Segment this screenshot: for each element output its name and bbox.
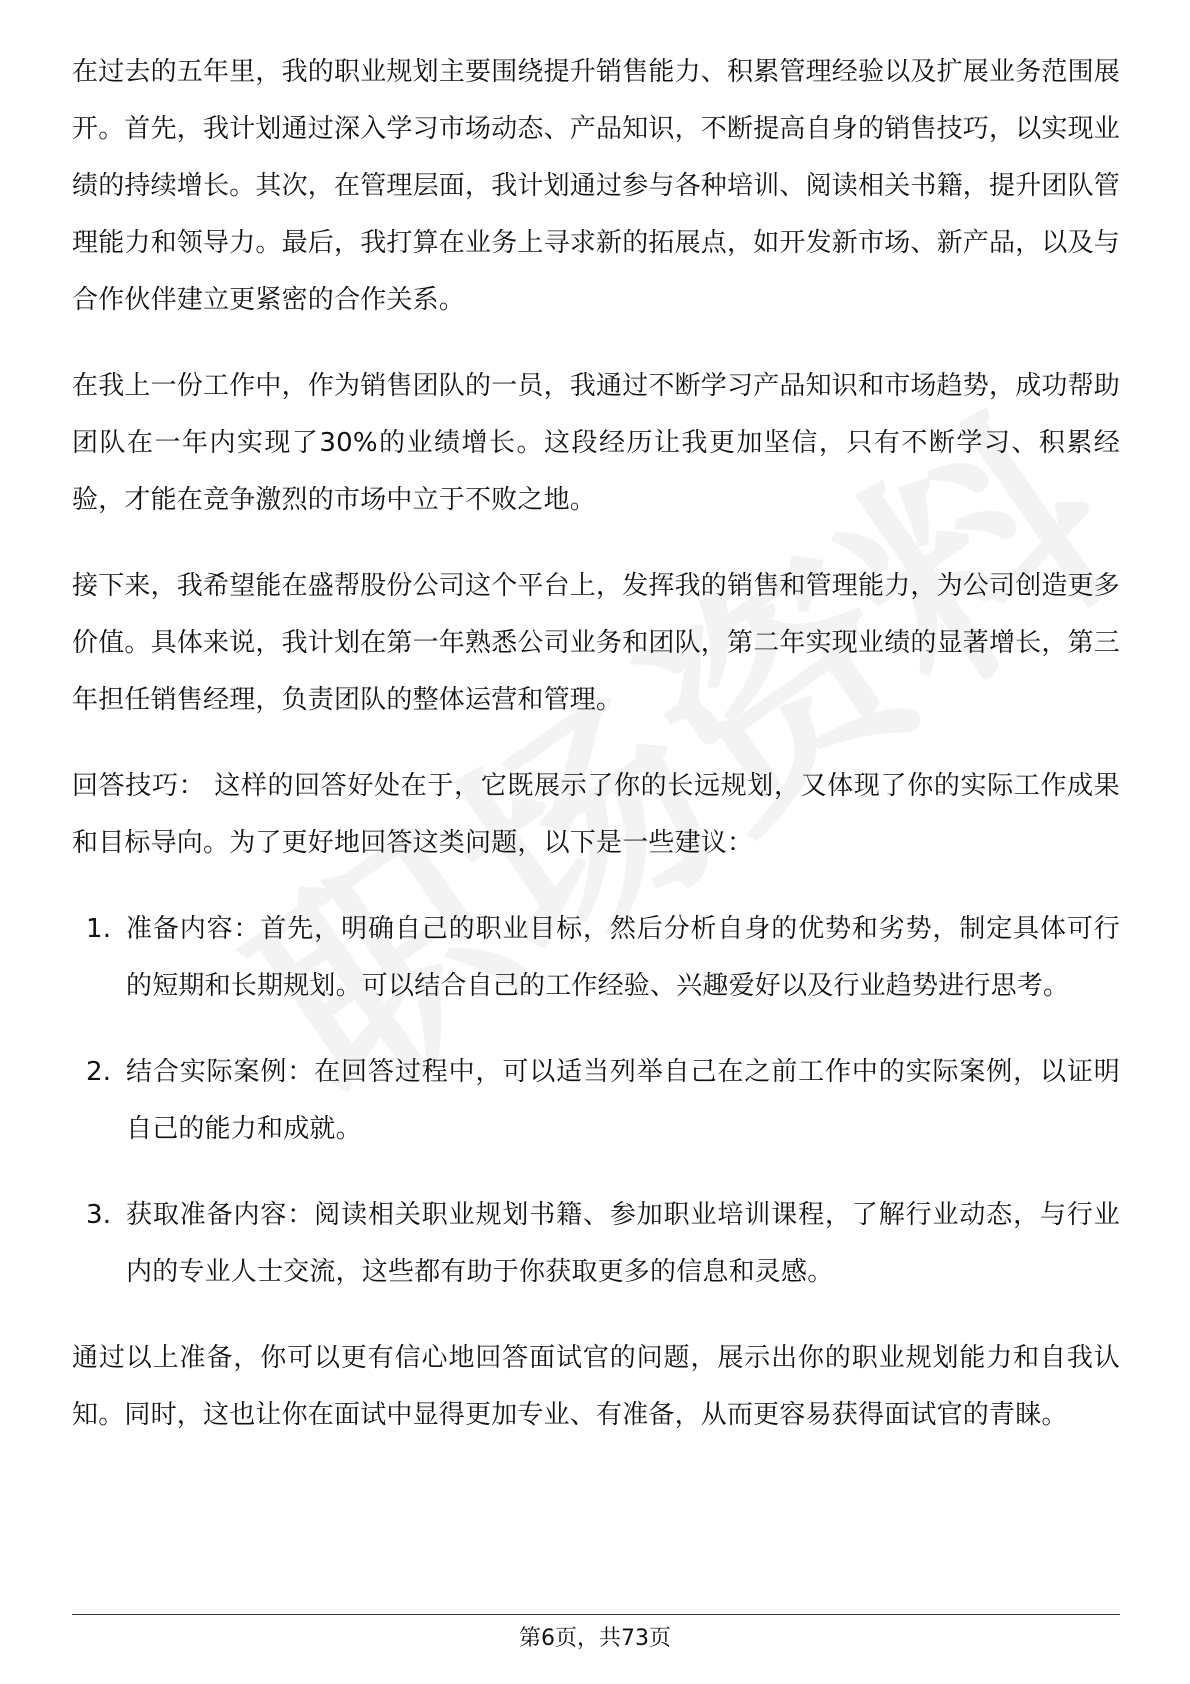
list-item <box>72 1044 1120 1158</box>
list-number: 2. <box>86 1057 112 1087</box>
list-number: 1. <box>86 914 112 944</box>
suggestion-list <box>72 901 1120 1301</box>
paragraph-future-plan: 接下来，我希望能在盛帮股份公司这个平台上，发挥我的销售和管理能力，为公司创造更多价值。具体来说，我计划在第一年熟悉公司业务和团队，第二年实现业绩的显著增长，第三年担任销售经理，负责团队的整体运营和管理。 <box>72 571 1121 715</box>
page-number: 第6页，共73页 <box>519 1626 671 1651</box>
list-item-text: 结合实际案例：在回答过程中，可以适当列举自己在之前工作中的实际案例，以证明自己的能力和成就。 <box>126 1057 1120 1144</box>
list-item <box>72 901 1120 1015</box>
list-item-text: 准备内容：首先，明确自己的职业目标，然后分析自身的优势和劣势，制定具体可行的短期和长期规划。可以结合自己的工作经验、兴趣爱好以及行业趋势进行思考。 <box>126 914 1120 1001</box>
paragraph-closing: 通过以上准备，你可以更有信心地回答面试官的问题，展示出你的职业规划能力和自我认知。同时，这也让你在面试中显得更加专业、有准备，从而更容易获得面试官的青睐。 <box>72 1343 1120 1430</box>
list-number: 3. <box>86 1200 112 1230</box>
paragraph-answer-tips: 回答技巧： 这样的回答好处在于，它既展示了你的长远规划，又体现了你的实际工作成果和目标导向。为了更好地回答这类问题，以下是一些建议： <box>72 771 1121 858</box>
footer-divider <box>72 1614 1120 1615</box>
paragraph-past-experience: 在我上一份工作中，作为销售团队的一员，我通过不断学习产品知识和市场趋势，成功帮助团队在一年内实现了30%的业绩增长。这段经历让我更加坚信，只有不断学习、积累经验，才能在竞争激烈的市场中立于不败之地。 <box>72 371 1121 515</box>
list-item <box>72 1187 1120 1301</box>
list-item-text: 获取准备内容：阅读相关职业规划书籍、参加职业培训课程，了解行业动态，与行业内的专业人士交流，这些都有助于你获取更多的信息和灵感。 <box>126 1200 1120 1287</box>
paragraph-career-plan: 在过去的五年里，我的职业规划主要围绕提升销售能力、积累管理经验以及扩展业务范围展开。首先，我计划通过深入学习市场动态、产品知识，不断提高自身的销售技巧，以实现业绩的持续增长。其次，在管理层面，我计划通过参与各种培训、阅读相关书籍，提升团队管理能力和领导力。最后，我打算在业务上寻求新的拓展点，如开发新市场、新产品，以及与合作伙伴建立更紧密的合作关系。 <box>72 57 1121 315</box>
document-body <box>72 44 1120 1473</box>
